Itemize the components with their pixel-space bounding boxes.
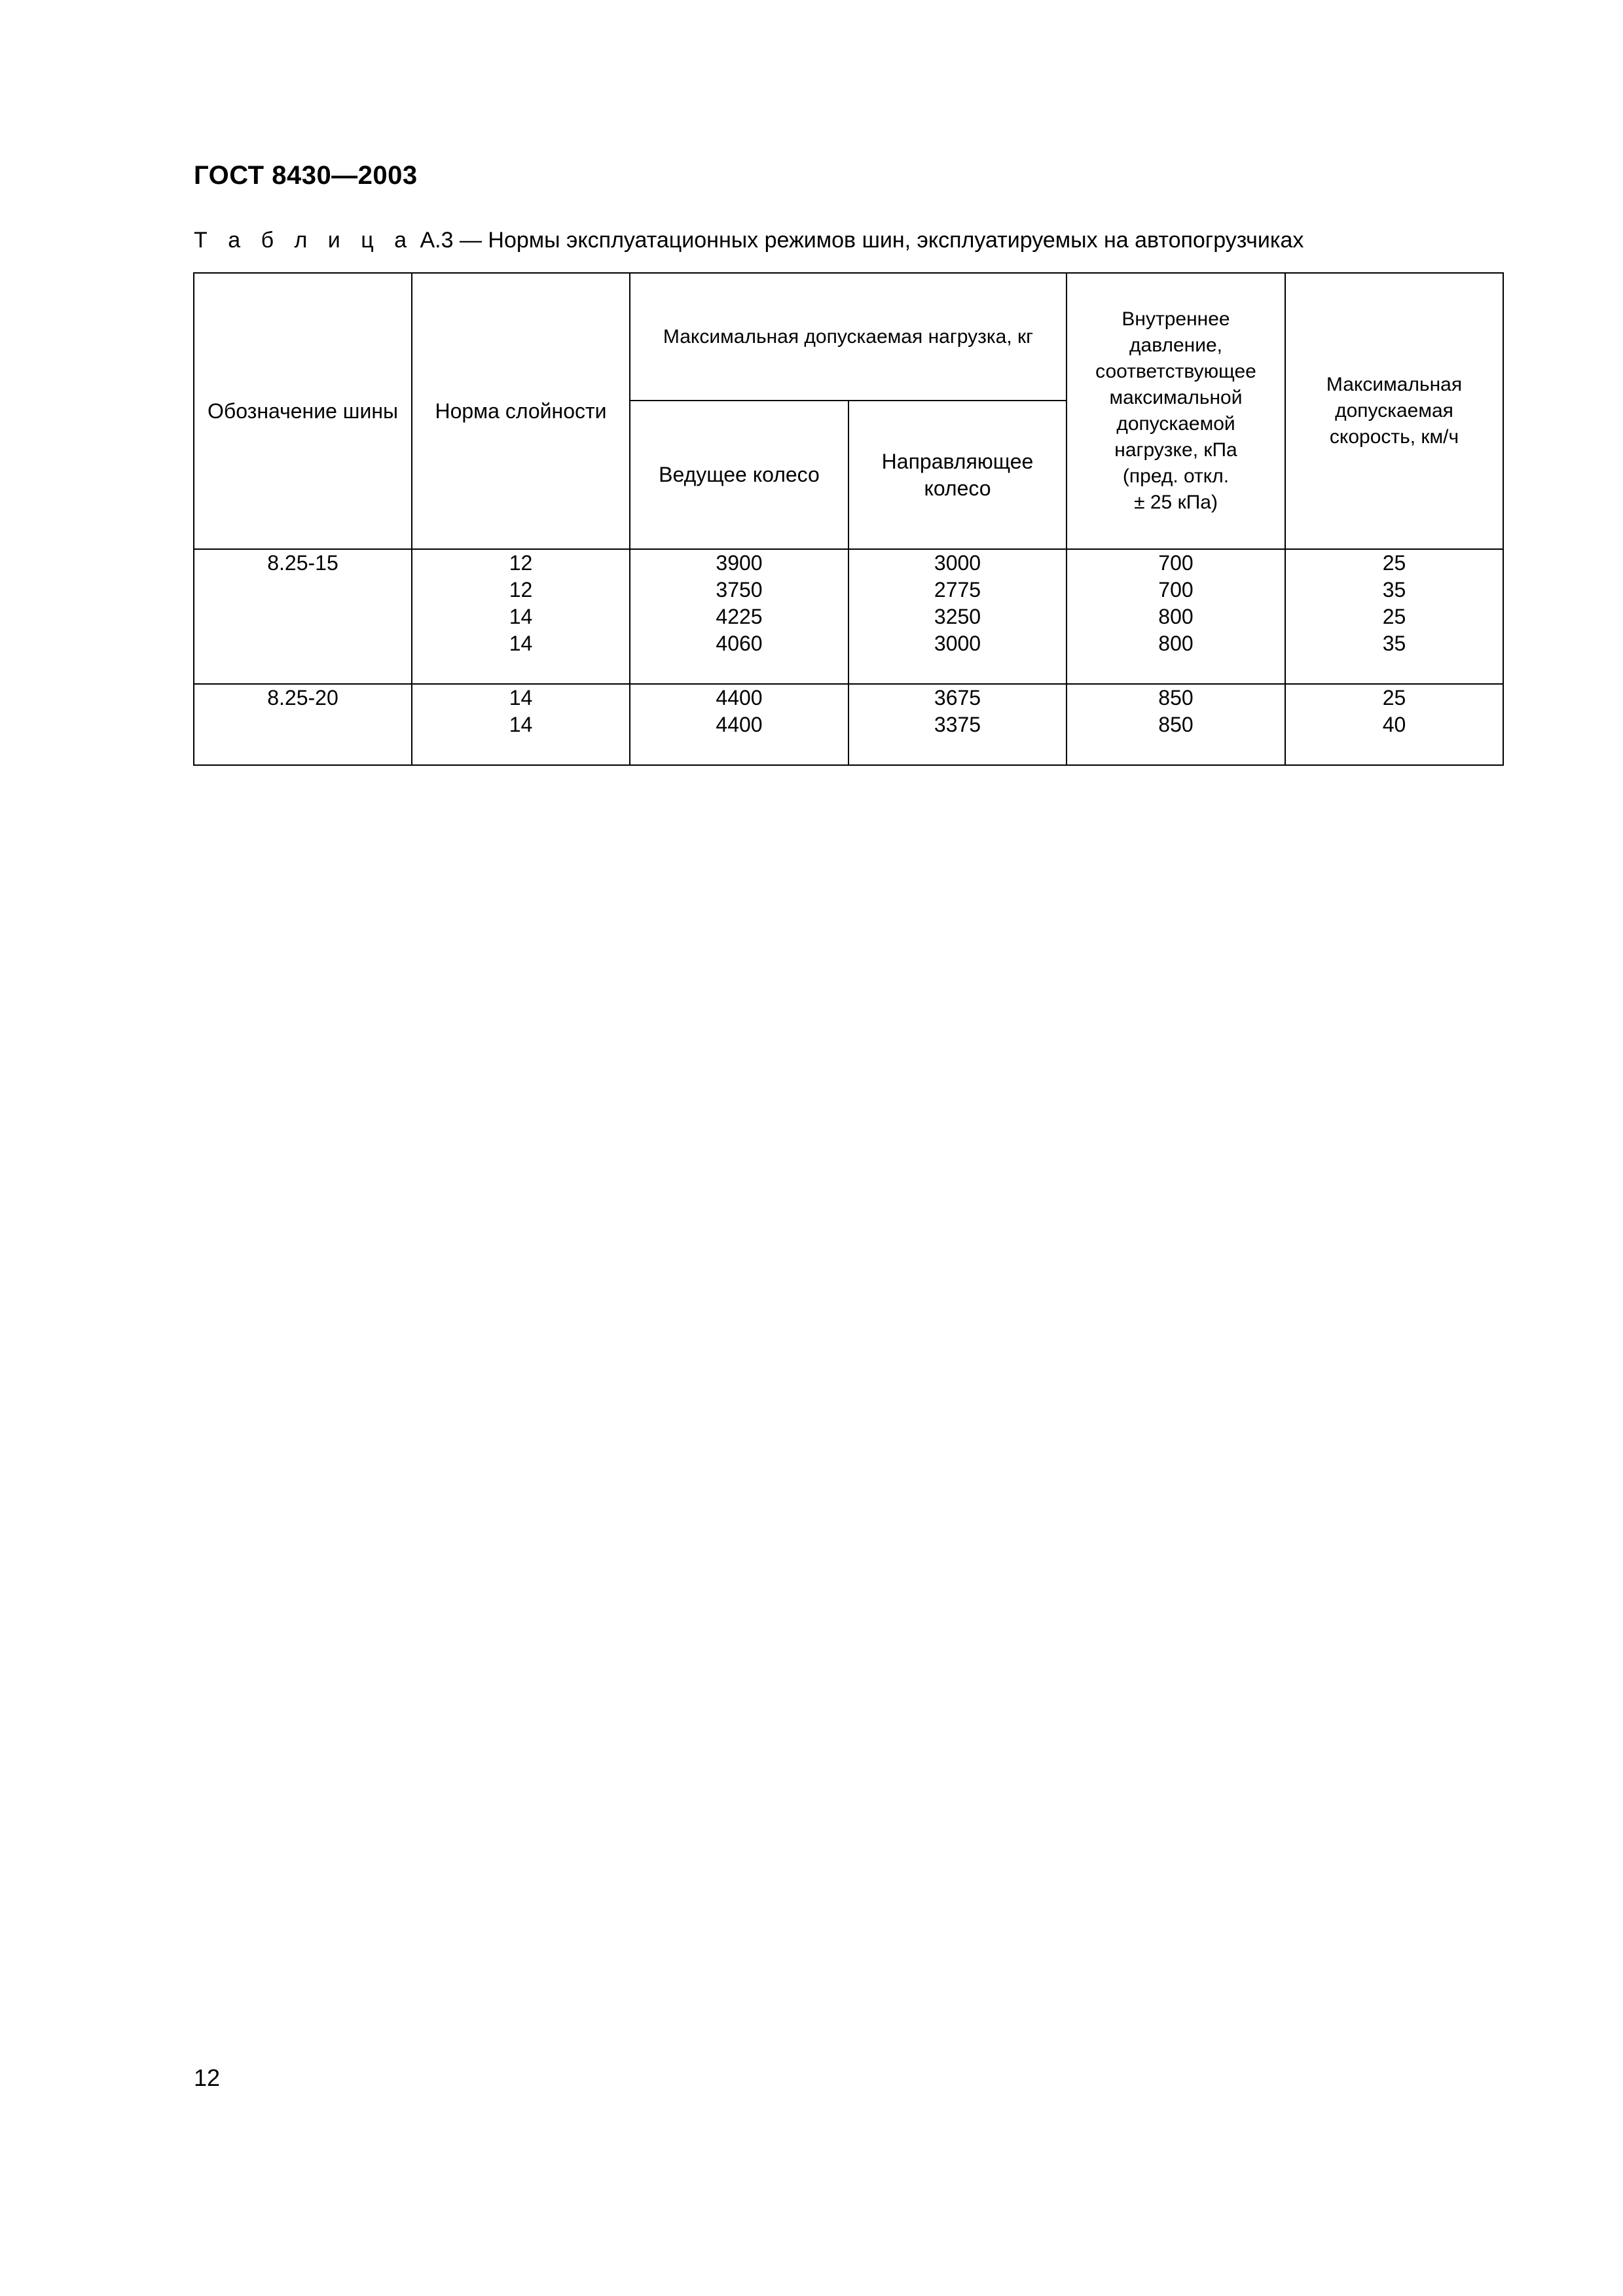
cell-steer <box>848 549 1067 684</box>
cell-line: 25 <box>1382 605 1406 628</box>
document-header: ГОСТ 8430—2003 <box>194 161 418 190</box>
cell-line: 14 <box>509 632 533 655</box>
cell-line: нагрузке, кПа <box>1114 439 1237 461</box>
cell-drive <box>630 684 848 765</box>
cell-line: 3000 <box>934 632 981 655</box>
header-ply: Норма слойности <box>412 273 630 549</box>
cell-line: 3375 <box>934 713 981 736</box>
table-header-row <box>194 273 1503 401</box>
cell-line: Направляющее <box>881 449 1034 473</box>
cell-line: 850 <box>1158 713 1194 736</box>
cell-line: 25 <box>1382 551 1406 575</box>
table-caption-label: Т а б л и ц а <box>194 228 414 253</box>
cell-line: 35 <box>1382 578 1406 601</box>
header-load-group: Максимальная допускаемая нагрузка, кг <box>630 273 1067 401</box>
cell-line: 25 <box>1382 686 1406 709</box>
table-caption-text: А.3 — Нормы эксплуатационных режимов шин, эксплуатируемых на автопогрузчиках <box>420 228 1304 253</box>
cell-line: ± 25 кПа) <box>1134 492 1218 513</box>
cell-line: допускаемой <box>1116 413 1235 435</box>
cell-line: 700 <box>1158 578 1194 601</box>
cell-line: 12 <box>509 578 533 601</box>
cell-line: 850 <box>1158 686 1194 709</box>
cell-ply <box>412 549 630 684</box>
table-row <box>194 549 1503 684</box>
cell-line: скорость, км/ч <box>1329 426 1459 448</box>
cell-line: 35 <box>1382 632 1406 655</box>
cell-speed <box>1285 549 1503 684</box>
cell-line: 3000 <box>934 551 981 575</box>
cell-line: 3675 <box>934 686 981 709</box>
cell-tire: 8.25-20 <box>194 684 412 765</box>
cell-line: 800 <box>1158 632 1194 655</box>
cell-line: 40 <box>1382 713 1406 736</box>
cell-line: 12 <box>509 551 533 575</box>
cell-line: 14 <box>509 605 533 628</box>
cell-line: давление, <box>1129 334 1222 356</box>
table-caption <box>194 228 1304 253</box>
cell-line: 4400 <box>716 686 763 709</box>
cell-line: 700 <box>1158 551 1194 575</box>
cell-steer <box>848 684 1067 765</box>
cell-drive <box>630 549 848 684</box>
tire-norms-table <box>193 272 1504 766</box>
cell-line: 800 <box>1158 605 1194 628</box>
header-drive-wheel: Ведущее колесо <box>630 401 848 549</box>
cell-line: 3900 <box>716 551 763 575</box>
table-row <box>194 684 1503 765</box>
cell-line: 2775 <box>934 578 981 601</box>
cell-line: 14 <box>509 686 533 709</box>
cell-line: 4225 <box>716 605 763 628</box>
cell-pressure <box>1067 684 1285 765</box>
cell-pressure <box>1067 549 1285 684</box>
cell-line: 4400 <box>716 713 763 736</box>
cell-line: 3250 <box>934 605 981 628</box>
header-pressure <box>1067 273 1285 549</box>
header-speed <box>1285 273 1503 549</box>
cell-line: соответствующее <box>1095 361 1256 382</box>
header-tire: Обозначение шины <box>194 273 412 549</box>
cell-tire: 8.25-15 <box>194 549 412 684</box>
cell-speed <box>1285 684 1503 765</box>
cell-line: Внутреннее <box>1122 308 1230 330</box>
cell-ply <box>412 684 630 765</box>
cell-line: колесо <box>924 476 991 500</box>
cell-line: 14 <box>509 713 533 736</box>
page-number: 12 <box>194 2064 221 2091</box>
cell-line: максимальной <box>1109 387 1243 408</box>
cell-line: 4060 <box>716 632 763 655</box>
cell-line: Максимальная <box>1326 374 1463 395</box>
cell-line: (пред. откл. <box>1122 465 1230 487</box>
header-steer-wheel <box>848 401 1067 549</box>
cell-line: 3750 <box>716 578 763 601</box>
cell-line: допускаемая <box>1335 400 1453 422</box>
